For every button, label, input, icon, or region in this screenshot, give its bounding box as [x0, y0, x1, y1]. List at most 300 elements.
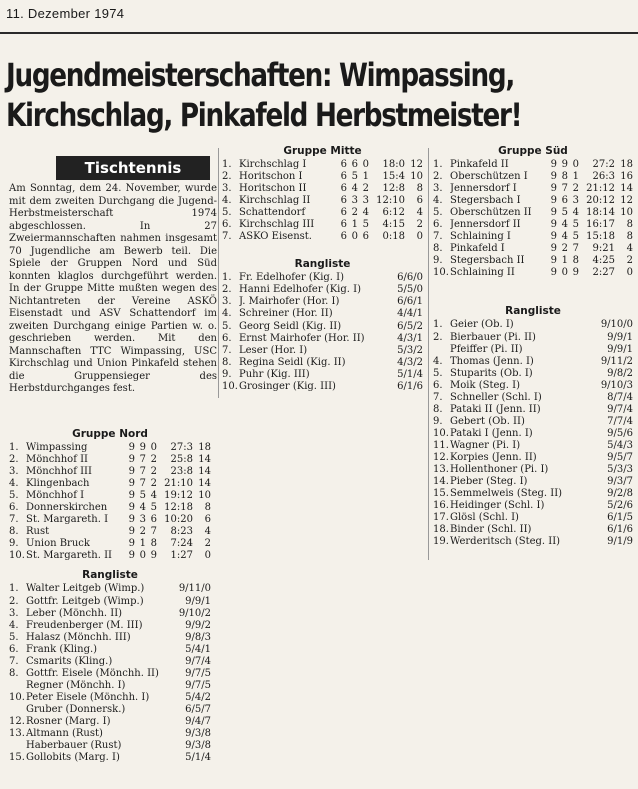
ranking-cell: 9/5/7	[607, 451, 633, 463]
standings-cell: 9	[150, 550, 157, 562]
ranking-cell: 10.	[222, 380, 238, 392]
standings-cell: 12:8	[382, 183, 405, 195]
ranking-cell	[9, 704, 26, 716]
ranking-cell: Haberbauer (Rust)	[26, 740, 122, 752]
standings-cell: 18	[198, 442, 211, 453]
ranking-cell: 9/7/5	[185, 667, 211, 679]
ranking-cell: 8.	[433, 403, 443, 415]
standings-cell: 2	[351, 207, 358, 219]
standings-cell: 6	[416, 195, 423, 207]
ranking-cell: 10.	[9, 691, 25, 703]
standings-cell: Stegersbach II	[450, 255, 525, 267]
ranking-row	[9, 632, 211, 644]
standings-cell: 8	[561, 171, 568, 183]
ranking-row	[9, 692, 211, 704]
ranking-cell: 4.	[433, 355, 443, 367]
ranking-cell: Rosner (Marg. I)	[26, 715, 111, 727]
standings-cell: 9	[128, 538, 135, 550]
ranking-cell: 7.	[9, 655, 19, 667]
standings-cell: 14	[198, 478, 211, 490]
standings-cell: Schlaining I	[450, 231, 511, 243]
standings-cell: 2	[150, 454, 157, 466]
standings-cell: 3.	[222, 183, 232, 195]
standings-row	[9, 514, 211, 526]
standings-cell: 2	[139, 526, 146, 538]
ranking-cell: 9/10/3	[600, 379, 633, 391]
ranking-row	[9, 740, 211, 752]
ranking-cell: 4/3/2	[397, 356, 423, 368]
standings-cell: 9	[128, 514, 135, 526]
standings-cell: Wimpassing	[26, 442, 88, 453]
standings-row	[9, 454, 211, 466]
ranking-row	[433, 452, 633, 464]
ranking-cell: 6.	[222, 332, 232, 344]
standings-cell: 9:21	[592, 243, 615, 255]
standings-cell: 7.	[433, 231, 443, 243]
standings-cell: 4	[139, 502, 146, 514]
standings-cell: 3	[572, 195, 579, 207]
standings-cell: 9	[139, 442, 146, 453]
standings-cell: Mönchhof II	[26, 454, 88, 466]
ranking-cell: Georg Seidl (Kig. II)	[239, 320, 342, 332]
standings-row	[9, 442, 211, 454]
standings-cell: 3.	[9, 466, 19, 478]
standings-cell: 6	[150, 514, 157, 526]
standings-cell: 5.	[433, 207, 443, 219]
ranking-cell: Gottfr. Leitgeb (Wimp.)	[26, 595, 144, 607]
ranking-cell: Schneller (Schl. I)	[450, 391, 542, 403]
ranking-row	[433, 356, 633, 368]
standings-cell: 8	[416, 183, 423, 195]
ranking-cell: 6/5/2	[397, 320, 423, 332]
standings-cell: Kirchschlag II	[239, 195, 311, 207]
ranking-cell: Gebert (Ob. II)	[450, 415, 525, 427]
standings-cell: 14	[198, 466, 211, 478]
standings-cell: 8.	[9, 526, 19, 538]
ranking-cell: 9/3/8	[185, 740, 211, 752]
ranking-cell: 1.	[9, 583, 19, 595]
ranking-cell: 4.	[222, 308, 232, 320]
standings-cell: 4.	[433, 195, 443, 207]
ranking-row	[222, 381, 423, 393]
ranking-cell: 6/1/5	[607, 512, 633, 524]
standings-cell: 2.	[433, 171, 443, 183]
standings-cell: 10	[620, 207, 633, 219]
standings-cell: 9	[128, 466, 135, 478]
standings-cell: Donnerskirchen	[26, 502, 108, 514]
ranking-row	[222, 321, 423, 333]
ranking-row	[222, 345, 423, 357]
standings-row	[433, 231, 633, 243]
standings-cell: 1	[572, 171, 579, 183]
standings-cell: 2	[150, 466, 157, 478]
standings-row	[9, 490, 211, 502]
standings-cell: 5	[561, 207, 568, 219]
ranking-row	[433, 332, 633, 344]
ranking-cell: 9/9/1	[607, 331, 633, 343]
standings-cell: 2	[416, 219, 423, 231]
ranking-cell: 9/11/2	[600, 355, 633, 367]
standings-cell: 5	[139, 490, 146, 502]
ranking-cell: 2.	[222, 284, 232, 296]
standings-cell: 10:20	[164, 514, 193, 526]
standings-cell: 0	[572, 159, 579, 170]
standings-row	[433, 171, 633, 183]
ranking-cell: Peter Eisele (Mönchh. I)	[26, 691, 150, 703]
standings-cell: 6.	[222, 219, 232, 231]
standings-cell: 4	[150, 490, 157, 502]
standings-cell: 3	[362, 195, 369, 207]
ranking-cell: 2.	[433, 331, 443, 343]
ranking-cell: 6/5/7	[185, 703, 211, 715]
standings-cell: 5	[572, 231, 579, 243]
standings-cell: 6	[340, 183, 347, 195]
ranking-row	[433, 440, 633, 452]
standings-cell: 5	[150, 502, 157, 514]
standings-cell: 1.	[222, 159, 232, 170]
ranking-row	[433, 464, 633, 476]
standings-cell: 14	[198, 454, 211, 466]
standings-cell: 0	[416, 231, 423, 243]
standings-cell: 2	[362, 183, 369, 195]
ranking-cell: 5/4/2	[185, 691, 211, 703]
standings-cell: 23:8	[170, 466, 193, 478]
standings-cell: 21:12	[586, 183, 615, 195]
headline-line-1: Jugendmeisterschaften: Wimpassing,	[6, 56, 514, 94]
ranking-cell: 9/11/0	[178, 583, 211, 595]
ranking-cell: 9/3/7	[607, 476, 633, 488]
rangliste-title: Rangliste	[505, 305, 561, 318]
ranking-cell: 8.	[222, 356, 232, 368]
standings-cell: Stegersbach I	[450, 195, 521, 207]
ranking-row	[433, 392, 633, 404]
standings-cell: 6	[561, 195, 568, 207]
headline-line-2: Kirchschlag, Pinkafeld Herbstmeister!	[6, 96, 522, 134]
ranking-cell: Leber (Mönchh. II)	[26, 607, 123, 619]
ranking-cell: 7/7/4	[607, 415, 633, 427]
standings-cell: Pinkafeld I	[450, 243, 505, 255]
ranking-cell: Freudenberger (M. III)	[26, 619, 143, 631]
standings-cell: 8.	[433, 243, 443, 255]
ranking-cell: 9/1/9	[607, 536, 633, 548]
standings-cell: 9	[550, 219, 557, 231]
ranking-cell: Glösl (Schl. I)	[450, 512, 519, 524]
ranking-cell: 7.	[222, 344, 232, 356]
standings-cell: 1	[561, 255, 568, 267]
standings-cell: 15:4	[382, 171, 405, 183]
standings-cell: Klingenbach	[26, 478, 90, 490]
standings-cell: Kirchschlag I	[239, 159, 307, 170]
standings-cell: 9	[128, 502, 135, 514]
ranking-cell: 9/10/2	[178, 607, 211, 619]
standings-cell: 9	[550, 171, 557, 183]
ranking-cell: 6/6/1	[397, 296, 423, 308]
ranking-row	[222, 333, 423, 345]
standings-cell: 9	[550, 159, 557, 170]
standings-cell: 1.	[9, 442, 19, 453]
standings-row	[433, 219, 633, 231]
ranking-cell: Heidinger (Schl. I)	[450, 500, 545, 512]
ranking-row	[9, 704, 211, 716]
ranking-cell: 6/6/0	[397, 272, 423, 284]
ranking-row	[433, 488, 633, 500]
ranking-row	[433, 404, 633, 416]
ranking-cell: Grosinger (Kig. III)	[239, 380, 336, 392]
standings-cell: 12:18	[164, 502, 193, 514]
ranking-cell: 9/8/2	[607, 367, 633, 379]
standings-cell: 18:0	[382, 159, 405, 170]
ranking-row	[9, 656, 211, 668]
standings-cell: 3	[139, 514, 146, 526]
standings-cell: 1.	[433, 159, 443, 170]
standings-cell: 15:18	[586, 231, 615, 243]
standings-cell: 7	[139, 454, 146, 466]
standings-cell: 18	[620, 159, 633, 170]
ranking-cell: Gruber (Donnersk.)	[26, 703, 126, 715]
standings-cell: 9	[550, 267, 557, 279]
standings-cell: Rust	[26, 526, 50, 538]
standings-cell: 7	[561, 183, 568, 195]
standings-cell: 5	[572, 219, 579, 231]
standings-cell: 3	[351, 195, 358, 207]
standings-cell: 8	[204, 502, 211, 514]
ranking-row	[9, 596, 211, 608]
ranking-row	[9, 620, 211, 632]
standings-cell: 6.	[9, 502, 19, 514]
ranking-cell: Geier (Ob. I)	[450, 319, 514, 331]
standings-cell: 8	[150, 538, 157, 550]
standings-cell: 0	[150, 442, 157, 453]
ranking-row	[222, 272, 423, 284]
standings-cell: 5.	[9, 490, 19, 502]
standings-cell: 25:8	[170, 454, 193, 466]
standings-cell: 9	[550, 255, 557, 267]
ranking-cell: 9/7/4	[607, 403, 633, 415]
ranking-cell	[9, 740, 26, 752]
ranking-cell: Semmelweis (Steg. II)	[450, 488, 563, 500]
ranking-cell: 1.	[433, 319, 443, 331]
standings-cell: 8	[626, 231, 633, 243]
standings-cell: 0	[351, 231, 358, 243]
ranking-cell: 6.	[433, 379, 443, 391]
column-divider	[218, 148, 219, 398]
standings-row	[9, 502, 211, 514]
ranking-cell: 5/1/4	[397, 368, 423, 380]
standings-row	[222, 195, 423, 207]
standings-row	[222, 219, 423, 231]
ranking-row	[433, 428, 633, 440]
ranking-cell: 5/5/0	[397, 284, 423, 296]
ranking-cell: 8/7/4	[607, 391, 633, 403]
standings-cell: 7	[139, 478, 146, 490]
standings-cell: 4	[351, 183, 358, 195]
standings-row	[433, 183, 633, 195]
standings-cell: Union Bruck	[26, 538, 90, 550]
ranking-row	[222, 308, 423, 320]
ranking-row	[9, 728, 211, 740]
standings-cell: 4	[416, 207, 423, 219]
ranking-cell: 9/8/3	[185, 631, 211, 643]
column-divider	[428, 148, 429, 560]
standings-cell: 4	[204, 526, 211, 538]
ranking-cell: 2.	[9, 595, 19, 607]
standings-cell: 9	[550, 195, 557, 207]
ranking-row	[9, 583, 211, 595]
standings-cell: 12	[620, 195, 633, 207]
ranking-cell: Regner (Mönchh. I)	[26, 679, 126, 691]
ranking-cell: 9/9/1	[607, 343, 633, 355]
ranking-cell	[9, 680, 26, 692]
standings-cell: 5	[351, 171, 358, 183]
standings-cell: 9	[550, 207, 557, 219]
ranking-row	[9, 680, 211, 692]
standings-cell: 14	[620, 183, 633, 195]
standings-cell: 12:10	[376, 195, 405, 207]
ranking-cell: Binder (Schl. II)	[450, 524, 532, 536]
standings-cell: 2	[572, 183, 579, 195]
standings-cell: 9	[561, 159, 568, 170]
standings-cell: 7	[572, 243, 579, 255]
ranking-cell: 13.	[9, 728, 25, 740]
standings-cell: St. Margareth. II	[26, 550, 112, 562]
standings-cell: 7.	[9, 514, 19, 526]
standings-cell: Pinkafeld II	[450, 159, 509, 170]
standings-cell: 6	[340, 171, 347, 183]
standings-cell: 9	[128, 490, 135, 502]
ranking-cell: 9/5/6	[607, 427, 633, 439]
ranking-cell: 6.	[9, 643, 19, 655]
standings-cell: Oberschützen I	[450, 171, 528, 183]
standings-cell: 7	[150, 526, 157, 538]
ranking-row	[9, 608, 211, 620]
ranking-cell: Moik (Steg. I)	[450, 379, 520, 391]
ranking-cell: 5.	[222, 320, 232, 332]
ranking-cell: 4/4/1	[397, 308, 423, 320]
ranking-row	[433, 512, 633, 524]
ranking-cell: 5/3/2	[397, 344, 423, 356]
ranking-row	[433, 368, 633, 380]
standings-cell: Jennersdorf II	[450, 219, 521, 231]
standings-cell: 5.	[222, 207, 232, 219]
standings-row	[9, 466, 211, 478]
standings-row	[222, 231, 423, 243]
ranking-cell: J. Mairhofer (Hor. I)	[239, 296, 340, 308]
standings-cell: 0	[561, 267, 568, 279]
standings-row	[222, 159, 423, 171]
standings-cell: 21:10	[164, 478, 193, 490]
standings-cell: 8	[572, 255, 579, 267]
standings-cell: 2	[204, 538, 211, 550]
ranking-cell: 14.	[433, 476, 449, 488]
ranking-cell: 7.	[433, 391, 443, 403]
ranking-cell: 5/2/6	[607, 500, 633, 512]
standings-cell: 9	[550, 231, 557, 243]
standings-cell: 6.	[433, 219, 443, 231]
standings-cell: 4	[572, 207, 579, 219]
ranking-cell: Gottfr. Eisele (Mönchh. II)	[26, 667, 159, 679]
ranking-cell: 5/3/3	[607, 464, 633, 476]
standings-row	[433, 195, 633, 207]
ranking-cell: 3.	[9, 607, 19, 619]
standings-cell: 1	[139, 538, 146, 550]
ranking-row	[433, 476, 633, 488]
ranking-row	[9, 644, 211, 656]
standings-cell: 0	[139, 550, 146, 562]
ranking-cell: 17.	[433, 512, 449, 524]
standings-cell: 8	[626, 219, 633, 231]
ranking-cell: 9/4/7	[185, 715, 211, 727]
ranking-cell: Hanni Edelhofer (Kig. I)	[239, 284, 361, 296]
ranking-cell: 4/3/1	[397, 332, 423, 344]
standings-cell: 16:17	[586, 219, 615, 231]
standings-cell: 1	[351, 219, 358, 231]
ranking-cell: 11.	[433, 439, 449, 451]
standings-row	[433, 159, 633, 171]
standings-cell: 2.	[9, 454, 19, 466]
standings-cell: 9	[550, 183, 557, 195]
ranking-cell: 6/1/6	[607, 524, 633, 536]
standings-cell: 20:12	[586, 195, 615, 207]
ranking-cell: 15.	[433, 488, 449, 500]
ranking-cell: Gollobits (Marg. I)	[26, 752, 120, 764]
group-title: Gruppe Süd	[498, 145, 568, 157]
standings-cell: 9.	[433, 255, 443, 267]
ranking-cell: Stuparits (Ob. I)	[450, 367, 533, 379]
ranking-cell: Pieber (Steg. I)	[450, 476, 528, 488]
header-rule	[0, 32, 638, 34]
standings-cell: 2.	[222, 171, 232, 183]
standings-row	[9, 550, 211, 562]
standings-cell: 4	[362, 207, 369, 219]
standings-cell: 4	[561, 219, 568, 231]
standings-cell: 9	[128, 550, 135, 562]
group-title: Gruppe Nord	[72, 428, 148, 440]
standings-row	[222, 171, 423, 183]
ranking-cell: 8.	[9, 667, 19, 679]
standings-cell: 27:2	[592, 159, 615, 170]
ranking-cell: Pataki II (Jenn. II)	[450, 403, 541, 415]
ranking-cell: 3.	[222, 296, 232, 308]
ranking-cell	[433, 344, 450, 356]
standings-cell: Kirchschlag III	[239, 219, 315, 231]
ranking-cell: 9/10/0	[600, 319, 633, 331]
ranking-cell: 9/7/5	[185, 679, 211, 691]
ranking-row	[9, 668, 211, 680]
ranking-cell: 19.	[433, 536, 449, 548]
standings-cell: 27:3	[170, 442, 193, 453]
ranking-cell: Schreiner (Hor. II)	[239, 308, 333, 320]
standings-row	[433, 243, 633, 255]
ranking-cell: 9.	[433, 415, 443, 427]
group-title: Gruppe Mitte	[283, 145, 362, 157]
ranking-cell: Pataki I (Jenn. I)	[450, 427, 533, 439]
standings-cell: 0	[626, 267, 633, 279]
standings-cell: 9	[550, 243, 557, 255]
ranking-cell: 9/7/4	[185, 655, 211, 667]
standings-cell: 9	[128, 478, 135, 490]
standings-cell: 6:12	[382, 207, 405, 219]
standings-cell: 7.	[222, 231, 232, 243]
standings-cell: 4:15	[382, 219, 405, 231]
ranking-cell: 9/2/8	[607, 488, 633, 500]
ranking-cell: Leser (Hor. I)	[239, 344, 308, 356]
ranking-cell: Korpies (Jenn. II)	[450, 451, 537, 463]
standings-cell: 9.	[9, 538, 19, 550]
standings-cell: 9	[572, 267, 579, 279]
standings-cell: 6	[204, 514, 211, 526]
standings-cell: 4.	[222, 195, 232, 207]
standings-cell: 2	[150, 478, 157, 490]
